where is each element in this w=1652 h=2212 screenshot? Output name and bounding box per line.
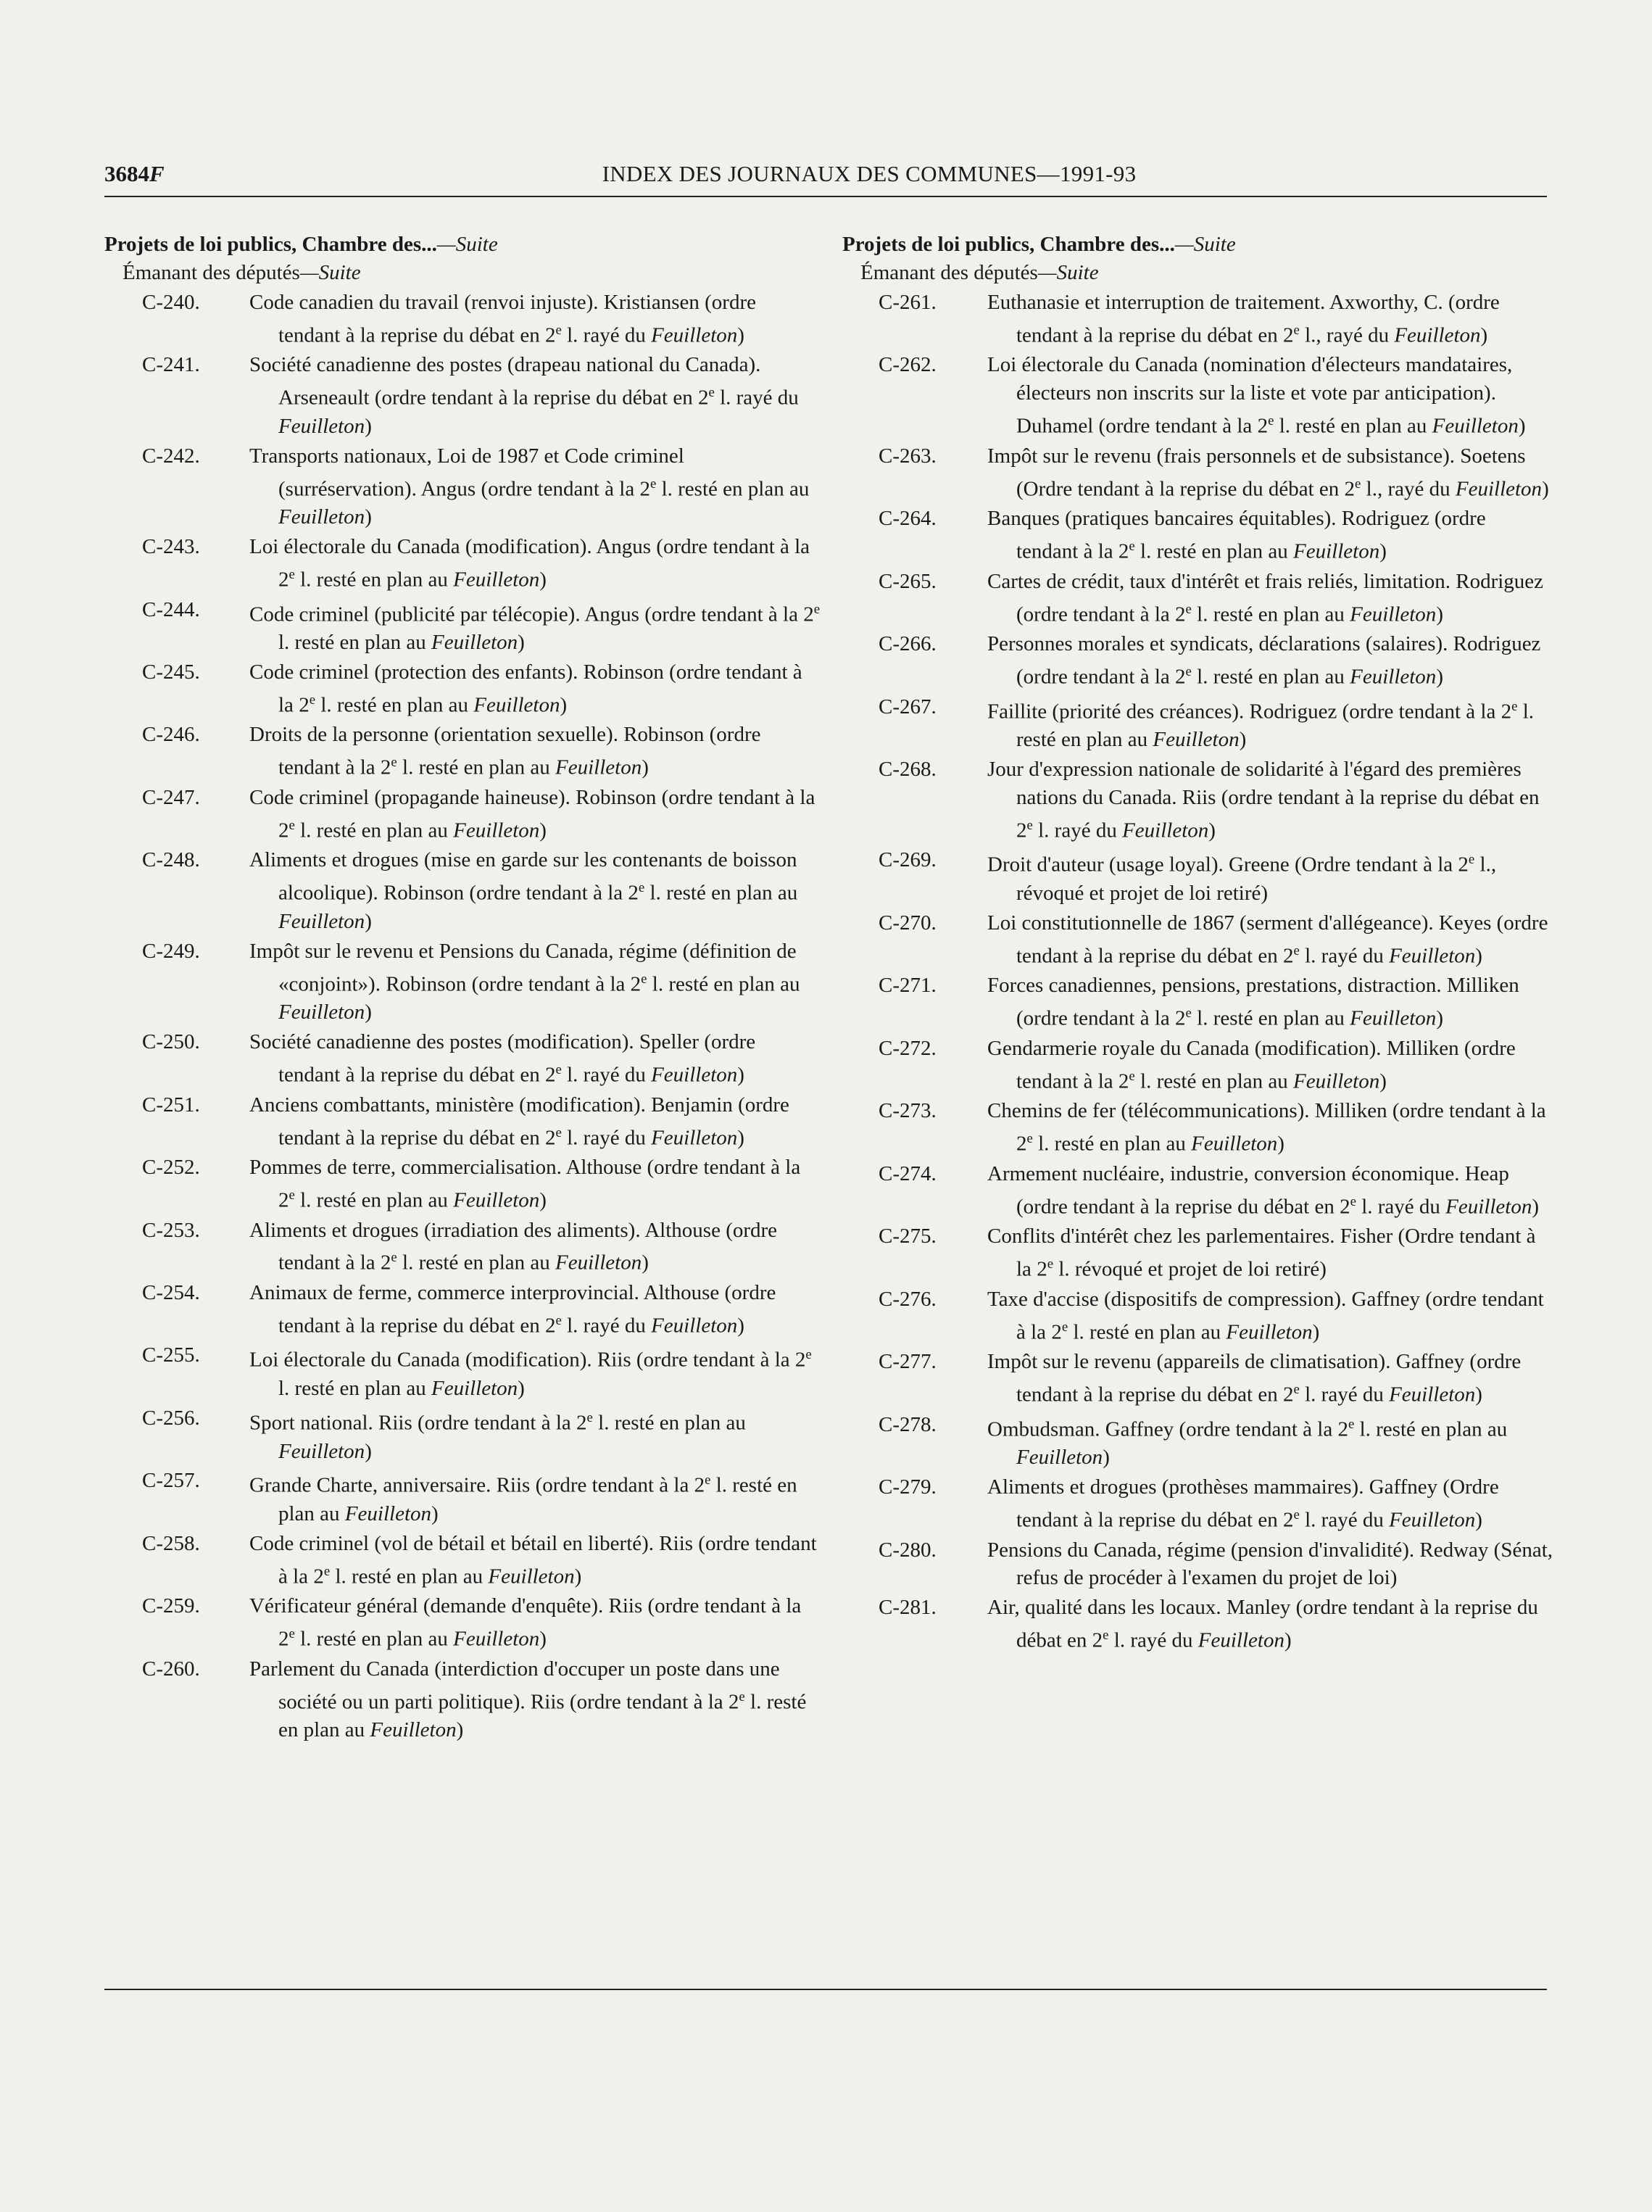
bill-number: C-267.	[879, 695, 937, 718]
entry-text: Transports nationaux, Loi de 1987 et Code criminel (surréservation). Angus (ordre tendant à la 2e l. resté en plan au Feuilleton)	[249, 444, 810, 529]
bill-number: C-272.	[879, 1036, 937, 1060]
bill-number: C-251.	[142, 1093, 200, 1117]
index-entry	[104, 1279, 822, 1340]
entry-text: Aliments et drogues (prothèses mammaires). Gaffney (Ordre tendant à la reprise du débat en 2e l. rayé du Feuilleton)	[987, 1475, 1499, 1532]
bill-number: C-270.	[879, 911, 937, 935]
index-entry	[842, 1035, 1553, 1095]
entry-text: Taxe d'accise (dispositifs de compression). Gaffney (ordre tendant à la 2e l. resté en plan au Feuilleton)	[987, 1287, 1544, 1344]
index-entry	[104, 1341, 822, 1402]
bill-number: C-273.	[879, 1099, 937, 1123]
bill-number: C-276.	[879, 1287, 937, 1311]
bill-number: C-265.	[879, 569, 937, 593]
index-entry	[104, 1153, 822, 1214]
right-column	[842, 231, 1553, 1657]
entry-text: Jour d'expression nationale de solidarité à l'égard des premières nations du Canada. Riis (ordre tendant à la reprise du débat en 2e l. rayé du Feuilleton)	[987, 758, 1540, 842]
bill-number: C-245.	[142, 660, 200, 684]
entry-text: Pommes de terre, commercialisation. Althouse (ordre tendant à la 2e l. resté en plan au Feuilleton)	[249, 1156, 801, 1212]
entry-text: Code criminel (publicité par télécopie). Angus (ordre tendant à la 2e l. resté en plan au Feuilleton)	[249, 601, 821, 655]
bill-number: C-279.	[879, 1475, 937, 1499]
bill-number: C-274.	[879, 1161, 937, 1185]
index-entry	[842, 1594, 1553, 1654]
index-entry	[104, 937, 822, 1027]
bill-number: C-244.	[142, 597, 200, 621]
entry-text: Code criminel (vol de bétail et bétail en liberté). Riis (ordre tendant à la 2e l. resté en plan au Feuilleton)	[249, 1531, 817, 1588]
section-title: Projets de loi publics, Chambre des...—Suite	[842, 233, 1236, 256]
index-entry	[842, 1285, 1553, 1346]
entry-text: Armement nucléaire, industrie, conversion économique. Heap (ordre tendant à la reprise du débat en 2e l. rayé du Feuilleton)	[987, 1161, 1540, 1219]
bill-number: C-255.	[142, 1343, 200, 1367]
entry-list	[842, 289, 1553, 1655]
entry-text: Conflits d'intérêt chez les parlementaires. Fisher (Ordre tendant à la 2e l. révoqué et projet de loi retiré)	[987, 1225, 1536, 1281]
entry-text: Cartes de crédit, taux d'intérêt et frais reliés, limitation. Rodriguez (ordre tendant à la 2e l. resté en plan au Feuilleton)	[987, 569, 1544, 626]
bill-number: C-242.	[142, 444, 200, 468]
entry-text: Ombudsman. Gaffney (ordre tendant à la 2e l. resté en plan au Feuilleton)	[987, 1416, 1508, 1470]
subsection-title: Émanant des députés—Suite	[123, 260, 361, 284]
index-entry	[842, 1411, 1553, 1472]
bill-number: C-260.	[142, 1657, 200, 1681]
left-column	[104, 231, 822, 1746]
bill-number: C-278.	[879, 1412, 937, 1436]
index-entry	[842, 289, 1553, 349]
index-entry	[842, 351, 1553, 440]
index-entry	[104, 1404, 822, 1465]
footer-rule	[104, 1989, 1547, 1990]
entry-text: Gendarmerie royale du Canada (modification). Milliken (ordre tendant à la 2e l. resté en plan au Feuilleton)	[987, 1036, 1516, 1093]
index-entry	[104, 784, 822, 845]
entry-text: Forces canadiennes, pensions, prestations, distraction. Milliken (ordre tendant à la 2e l. resté en plan au Feuilleton)	[987, 974, 1519, 1030]
bill-number: C-240.	[142, 290, 200, 314]
index-entry	[842, 505, 1553, 566]
index-entry	[104, 1592, 822, 1653]
entry-text: Parlement du Canada (interdiction d'occuper un poste dans une société ou un parti politique). Riis (ordre tendant à la 2e l. resté en plan au Feuilleton)	[249, 1657, 807, 1742]
entry-text: Vérificateur général (demande d'enquête). Riis (ordre tendant à la 2e l. resté en plan au Feuilleton)	[249, 1594, 802, 1651]
running-title: INDEX DES JOURNAUX DES COMMUNES—1991-93	[602, 161, 1137, 186]
bill-number: C-241.	[142, 353, 200, 377]
entry-text: Loi électorale du Canada (nomination d'électeurs mandataires, électeurs non inscrits sur la liste et vote par anticipation). Duhamel (ordre tendant à la 2e l. resté en plan au Feuilleton)	[987, 353, 1526, 438]
bill-number: C-246.	[142, 723, 200, 747]
entry-text: Euthanasie et interruption de traitement. Axworthy, C. (ordre tendant à la reprise du débat en 2e l., rayé du Feuilleton)	[987, 290, 1500, 347]
entry-text: Impôt sur le revenu et Pensions du Canada, régime (définition de «conjoint»). Robinson (ordre tendant à la 2e l. resté en plan au Feuilleton)	[249, 939, 800, 1024]
bill-number: C-275.	[879, 1225, 937, 1248]
bill-number: C-253.	[142, 1218, 200, 1242]
bill-number: C-259.	[142, 1594, 200, 1618]
bill-number: C-261.	[879, 290, 937, 314]
index-entry	[104, 1467, 822, 1528]
bill-number: C-250.	[142, 1030, 200, 1054]
bill-number: C-258.	[142, 1531, 200, 1555]
index-entry	[842, 630, 1553, 691]
entry-text: Faillite (priorité des créances). Rodriguez (ordre tendant à la 2e l. resté en plan au Feuilleton)	[987, 698, 1535, 752]
bill-number: C-252.	[142, 1156, 200, 1180]
bill-number: C-281.	[879, 1596, 937, 1620]
entry-text: Chemins de fer (télécommunications). Milliken (ordre tendant à la 2e l. resté en plan au Feuilleton)	[987, 1099, 1546, 1156]
index-entry	[104, 442, 822, 531]
bill-number: C-249.	[142, 939, 200, 963]
index-entry	[842, 909, 1553, 970]
entry-text: Aliments et drogues (irradiation des aliments). Althouse (ordre tendant à la 2e l. resté en plan au Feuilleton)	[249, 1218, 778, 1275]
entry-text: Anciens combattants, ministère (modification). Benjamin (ordre tendant à la reprise du débat en 2e l. rayé du Feuilleton)	[249, 1093, 789, 1150]
header-rule	[104, 196, 1547, 197]
page-number: 3684F	[104, 161, 165, 186]
entry-text: Loi électorale du Canada (modification). Riis (ordre tendant à la 2e l. resté en plan au Feuilleton)	[249, 1347, 812, 1401]
index-entry	[104, 289, 822, 349]
subsection-title: Émanant des députés—Suite	[860, 260, 1099, 284]
index-entry	[842, 568, 1553, 629]
bill-number: C-247.	[142, 785, 200, 809]
entry-text: Code criminel (propagande haineuse). Robinson (ordre tendant à la 2e l. resté en plan au Feuilleton)	[249, 785, 815, 842]
index-entry	[842, 1473, 1553, 1534]
bill-number: C-257.	[142, 1469, 200, 1493]
entry-text: Société canadienne des postes (modification). Speller (ordre tendant à la reprise du débat en 2e l. rayé du Feuilleton)	[249, 1030, 756, 1087]
bill-number: C-277.	[879, 1350, 937, 1374]
index-entry	[104, 721, 822, 782]
index-entry	[104, 1028, 822, 1089]
index-entry	[842, 1348, 1553, 1409]
entry-list	[104, 289, 822, 1744]
bill-number: C-268.	[879, 758, 937, 781]
entry-text: Loi constitutionnelle de 1867 (serment d'allégeance). Keyes (ordre tendant à la reprise du débat en 2e l. rayé du Feuilleton)	[987, 911, 1548, 968]
section-title: Projets de loi publics, Chambre des...—Suite	[104, 233, 498, 256]
bill-number: C-256.	[142, 1406, 200, 1430]
entry-text: Pensions du Canada, régime (pension d'invalidité). Redway (Sénat, refus de procéder à l'examen du projet de loi)	[987, 1538, 1553, 1590]
index-entry	[104, 351, 822, 440]
index-entry	[842, 693, 1553, 754]
bill-number: C-263.	[879, 444, 937, 468]
bill-number: C-280.	[879, 1538, 937, 1562]
entry-text: Loi électorale du Canada (modification). Angus (ordre tendant à la 2e l. resté en plan au Feuilleton)	[249, 535, 810, 592]
index-entry	[104, 846, 822, 935]
entry-text: Banques (pratiques bancaires équitables). Rodriguez (ordre tendant à la 2e l. resté en plan au Feuilleton)	[987, 507, 1486, 563]
entry-text: Impôt sur le revenu (appareils de climatisation). Gaffney (ordre tendant à la reprise du débat en 2e l. rayé du Feuilleton)	[987, 1350, 1522, 1407]
entry-text: Droits de la personne (orientation sexuelle). Robinson (ordre tendant à la 2e l. resté en plan au Feuilleton)	[249, 723, 761, 779]
index-entry	[104, 1655, 822, 1744]
entry-text: Personnes morales et syndicats, déclarations (salaires). Rodriguez (ordre tendant à la 2e l. resté en plan au Feuilleton)	[987, 632, 1541, 689]
entry-text: Impôt sur le revenu (frais personnels et de subsistance). Soetens (Ordre tendant à la reprise du débat en 2e l., rayé du Feuilleton)	[987, 444, 1549, 501]
bill-number: C-248.	[142, 848, 200, 872]
bill-number: C-266.	[879, 632, 937, 656]
bill-number: C-271.	[879, 974, 937, 998]
index-entry	[842, 1536, 1553, 1593]
index-entry	[842, 442, 1553, 503]
entry-text: Animaux de ferme, commerce interprovincial. Althouse (ordre tendant à la reprise du débat en 2e l. rayé du Feuilleton)	[249, 1281, 776, 1338]
index-entry	[104, 1530, 822, 1591]
entry-text: Aliments et drogues (mise en garde sur les contenants de boisson alcoolique). Robinson (ordre tendant à la 2e l. resté en plan au Feuilleton)	[249, 848, 798, 933]
index-entry	[842, 755, 1553, 845]
index-entry	[104, 1217, 822, 1277]
entry-text: Société canadienne des postes (drapeau national du Canada). Arseneault (ordre tendant à la reprise du débat en 2e l. rayé du Feuilleton)	[249, 353, 799, 438]
entry-text: Air, qualité dans les locaux. Manley (ordre tendant à la reprise du débat en 2e l. rayé du Feuilleton)	[987, 1596, 1538, 1652]
entry-text: Droit d'auteur (usage loyal). Greene (Ordre tendant à la 2e l., révoqué et projet de loi retiré)	[987, 852, 1497, 905]
bill-number: C-254.	[142, 1281, 200, 1304]
index-entry	[104, 596, 822, 657]
bill-number: C-264.	[879, 507, 937, 531]
index-entry	[842, 1160, 1553, 1221]
index-entry	[104, 658, 822, 719]
index-entry	[842, 1222, 1553, 1283]
index-entry	[842, 1097, 1553, 1158]
entry-text: Grande Charte, anniversaire. Riis (ordre tendant à la 2e l. resté en plan au Feuilleton)	[249, 1472, 797, 1525]
bill-number: C-262.	[879, 353, 937, 377]
bill-number: C-269.	[879, 848, 937, 872]
index-entry	[842, 972, 1553, 1032]
entry-text: Code canadien du travail (renvoi injuste). Kristiansen (ordre tendant à la reprise du débat en 2e l. rayé du Feuilleton)	[249, 290, 756, 347]
index-entry	[104, 533, 822, 594]
index-entry	[842, 846, 1553, 907]
entry-text: Sport national. Riis (ordre tendant à la 2e l. resté en plan au Feuilleton)	[249, 1409, 746, 1463]
index-entry	[104, 1091, 822, 1152]
bill-number: C-243.	[142, 535, 200, 559]
page-header	[104, 161, 1547, 190]
entry-text: Code criminel (protection des enfants). Robinson (ordre tendant à la 2e l. resté en plan au Feuilleton)	[249, 660, 802, 717]
